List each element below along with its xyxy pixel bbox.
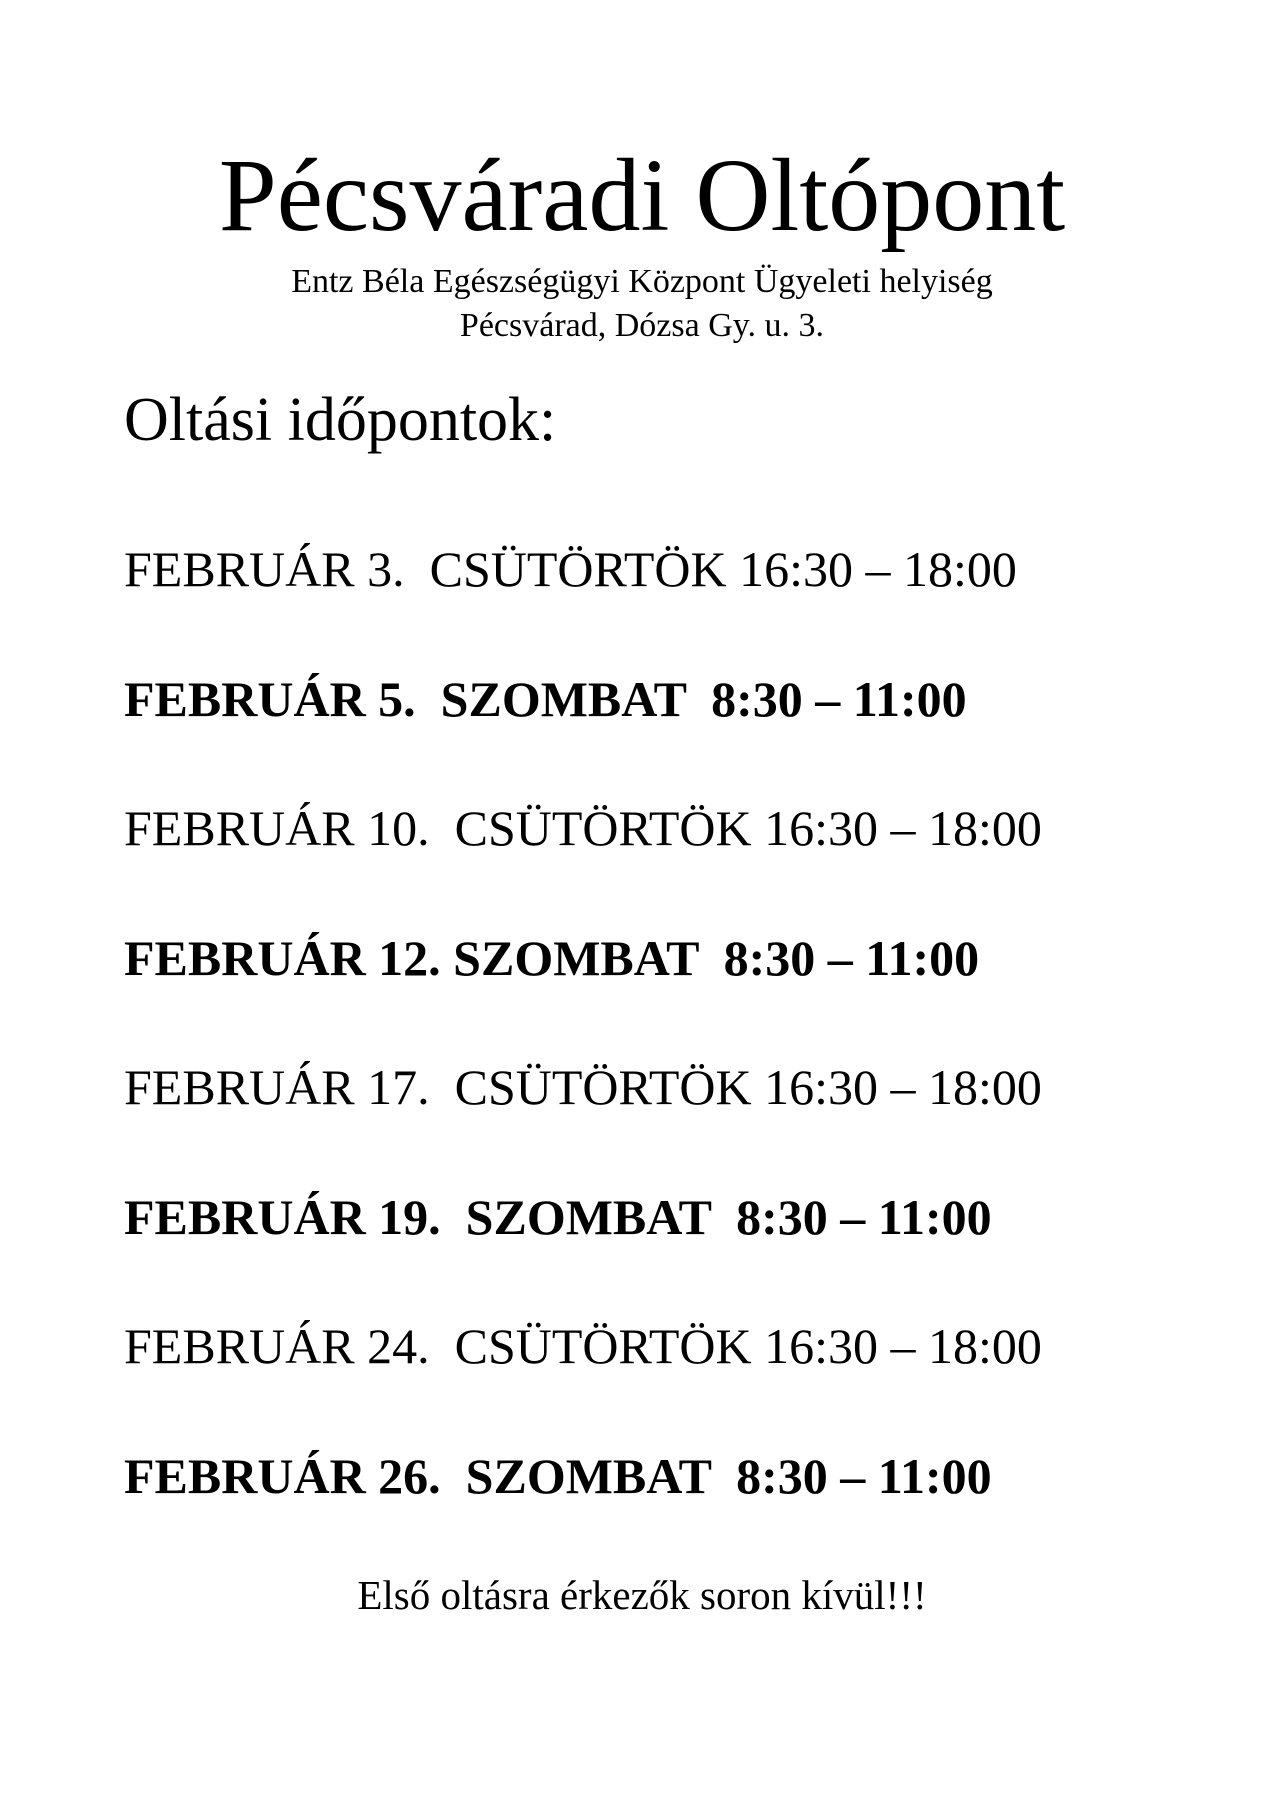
schedule-item: FEBRUÁR 24. CSÜTÖRTÖK 16:30 – 18:00 <box>124 1318 1042 1374</box>
schedule-item: FEBRUÁR 3. CSÜTÖRTÖK 16:30 – 18:00 <box>124 541 1017 597</box>
schedule-item: FEBRUÁR 19. SZOMBAT 8:30 – 11:00 <box>124 1188 992 1245</box>
schedule-item: FEBRUÁR 17. CSÜTÖRTÖK 16:30 – 18:00 <box>124 1059 1042 1115</box>
schedule-list <box>124 536 1042 1572</box>
page-title: Pécsváradi Oltópont <box>218 138 1066 253</box>
schedule-item: FEBRUÁR 5. SZOMBAT 8:30 – 11:00 <box>124 670 967 727</box>
schedule-item: FEBRUÁR 10. CSÜTÖRTÖK 16:30 – 18:00 <box>124 800 1042 856</box>
location-name: Entz Béla Egészségügyi Központ Ügyeleti helyiség <box>291 263 993 300</box>
schedule-item: FEBRUÁR 12. SZOMBAT 8:30 – 11:00 <box>124 929 980 986</box>
location-address: Pécsvárad, Dózsa Gy. u. 3. <box>459 307 825 344</box>
schedule-item: FEBRUÁR 26. SZOMBAT 8:30 – 11:00 <box>124 1447 992 1504</box>
schedule-heading: Oltási időpontok: <box>124 386 557 454</box>
priority-note: Első oltásra érkezők soron kívül!!! <box>357 1572 927 1618</box>
